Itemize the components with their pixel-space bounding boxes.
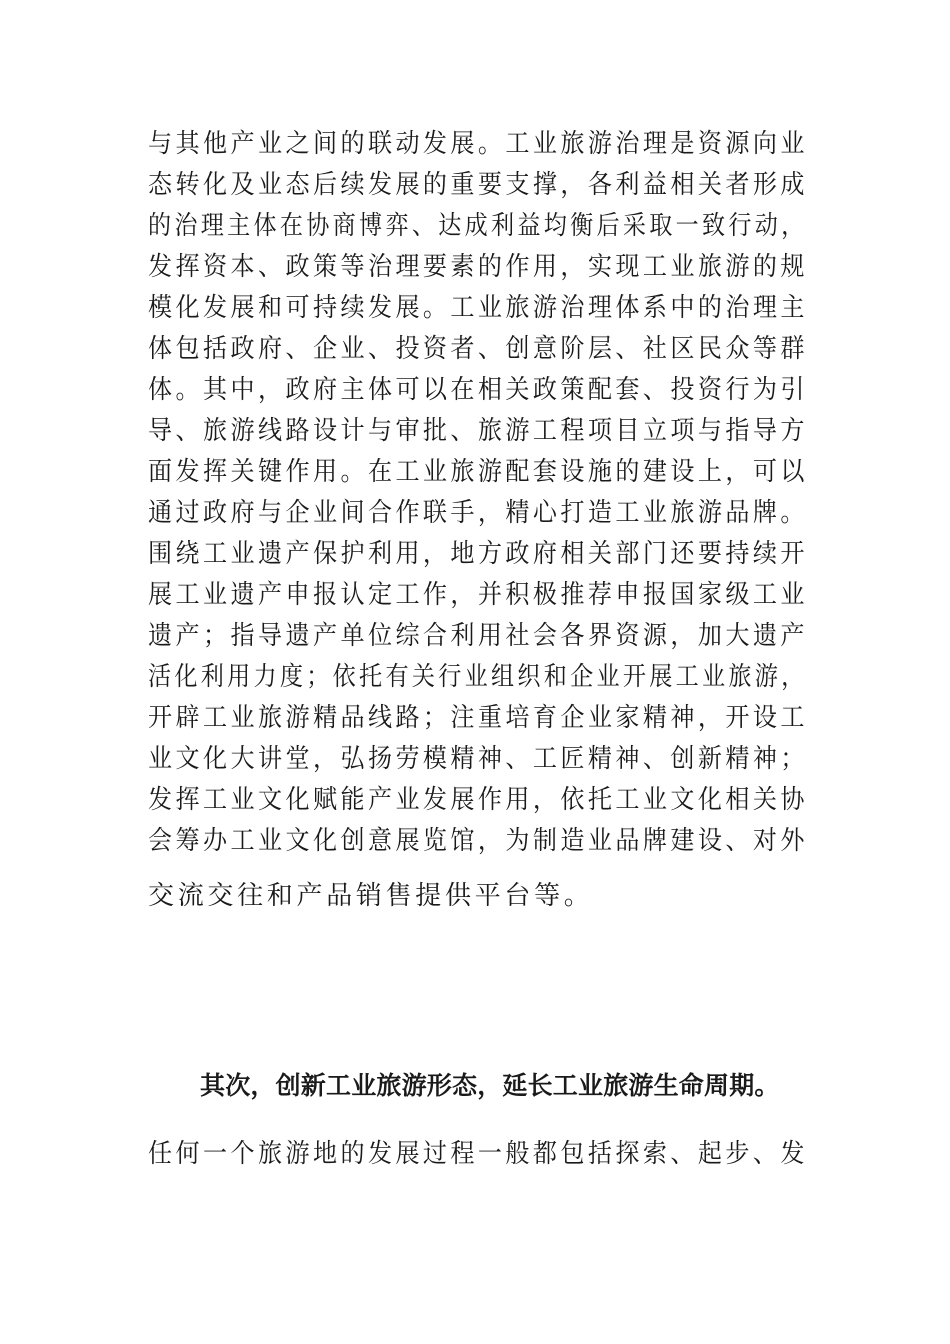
paragraph-line: 会筹办工业文化创意展览馆，为制造业品牌建设、对外 (148, 826, 808, 856)
paragraph-line: 交流交往和产品销售提供平台等。 (148, 881, 594, 911)
next-paragraph-line: 任何一个旅游地的发展过程一般都包括探索、起步、发 (148, 1139, 808, 1169)
paragraph-line: 态转化及业态后续发展的重要支撑，各利益相关者形成 (148, 170, 808, 200)
body-paragraph (148, 124, 808, 917)
paragraph-line: 遗产；指导遗产单位综合利用社会各界资源，加大遗产 (148, 621, 808, 651)
paragraph-line: 导、旅游线路设计与审批、旅游工程项目立项与指导方 (148, 416, 808, 446)
paragraph-line: 业文化大讲堂，弘扬劳模精神、工匠精神、创新精神； (148, 744, 808, 774)
paragraph-line: 模化发展和可持续发展。工业旅游治理体系中的治理主 (148, 293, 808, 323)
paragraph-line: 通过政府与企业间合作联手，精心打造工业旅游品牌。 (148, 498, 808, 528)
paragraph-line: 面发挥关键作用。在工业旅游配套设施的建设上，可以 (148, 457, 808, 487)
paragraph-line: 活化利用力度；依托有关行业组织和企业开展工业旅游， (148, 662, 808, 692)
paragraph-line: 体。其中，政府主体可以在相关政策配套、投资行为引 (148, 375, 808, 405)
paragraph-line: 展工业遗产申报认定工作，并积极推荐申报国家级工业 (148, 580, 808, 610)
section-heading: 其次，创新工业旅游形态，延长工业旅游生命周期。 (200, 1071, 780, 1100)
paragraph-line: 的治理主体在协商博弈、达成利益均衡后采取一致行动， (148, 211, 808, 241)
paragraph-line: 发挥资本、政策等治理要素的作用，实现工业旅游的规 (148, 252, 808, 282)
paragraph-line: 发挥工业文化赋能产业发展作用，依托工业文化相关协 (148, 785, 808, 815)
paragraph-line: 与其他产业之间的联动发展。工业旅游治理是资源向业 (148, 129, 808, 159)
paragraph-line: 围绕工业遗产保护利用，地方政府相关部门还要持续开 (148, 539, 808, 569)
paragraph-line: 体包括政府、企业、投资者、创意阶层、社区民众等群 (148, 334, 808, 364)
paragraph-line: 开辟工业旅游精品线路；注重培育企业家精神，开设工 (148, 703, 808, 733)
